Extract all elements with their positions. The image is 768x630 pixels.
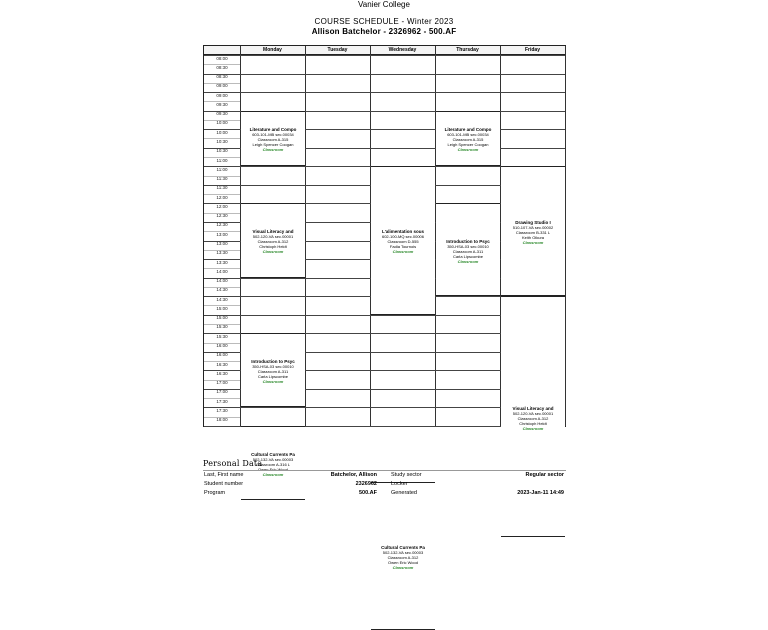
program-label: Program: [204, 490, 226, 496]
time-label: 15:30: [216, 324, 228, 330]
course-code: 510-107-VA sec.00002: [512, 225, 554, 231]
course-code: 502-132-VA sec.00003: [252, 457, 294, 463]
course-code: 350-HSA-03 sec.00010: [447, 243, 489, 249]
column-divider: [565, 46, 566, 426]
time-label: 10:00: [216, 120, 228, 126]
study-sector-value: Regular sector: [525, 472, 564, 478]
time-label: 13:00: [216, 231, 228, 237]
course-type: Classroom: [262, 379, 284, 385]
day-header: Friday: [500, 46, 565, 55]
locker-label: Locker: [391, 481, 408, 487]
time-label: 15:30: [216, 333, 228, 339]
course-title: Introduction to Psyc: [251, 359, 295, 365]
time-label: 14:00: [216, 278, 228, 284]
time-label: 13:30: [216, 259, 228, 265]
course-teacher: Owen Eric Wood: [388, 559, 418, 565]
course-teacher: Fadia Tournois: [389, 244, 417, 250]
course-title: Introduction to Psyc: [446, 238, 490, 244]
day-header: Tuesday: [305, 46, 370, 55]
time-label: 17:30: [216, 407, 228, 413]
time-label: 16:30: [216, 370, 228, 376]
course-block[interactable]: [501, 166, 565, 296]
course-block[interactable]: [241, 111, 305, 167]
course-code: 502-132-VA sec.00003: [382, 549, 424, 555]
course-title: Literature and Compo: [249, 127, 297, 133]
time-label: 08:30: [216, 74, 228, 80]
time-label: 16:30: [216, 361, 228, 367]
course-block[interactable]: [436, 203, 500, 296]
schedule-title: COURSE SCHEDULE - Winter 2023: [314, 17, 454, 26]
course-block[interactable]: [436, 111, 500, 167]
course-teacher: Leigh Spencer Coogan: [252, 142, 294, 148]
time-label: 09:00: [216, 83, 228, 89]
course-room: Classroom A-315: [452, 137, 484, 143]
course-type: Classroom: [457, 147, 479, 153]
personal-data-divider: [203, 470, 566, 471]
row-divider: [204, 74, 565, 75]
time-label: 10:30: [216, 138, 228, 144]
course-teacher: Christoph Heldt: [259, 244, 287, 250]
time-label: 18:00: [216, 417, 228, 423]
student-number-value: 2326962: [355, 481, 377, 487]
course-code: 602-100-MQ sec.00006: [381, 234, 425, 240]
row-divider: [204, 92, 565, 93]
time-label: 08:30: [216, 64, 228, 70]
time-label: 10:00: [216, 129, 228, 135]
course-room: Classroom A-312: [517, 415, 549, 421]
time-label: 11:30: [216, 185, 228, 191]
column-divider: [305, 46, 306, 426]
course-title: Visual Literacy and: [512, 405, 554, 411]
course-room: Classroom A-312: [387, 554, 419, 560]
course-type: Classroom: [392, 564, 414, 570]
course-code: 350-HSA-03 sec.00010: [252, 364, 294, 370]
time-label: 11:30: [216, 176, 228, 182]
course-room: Classroom B-331 L: [515, 230, 551, 236]
course-type: Classroom: [262, 249, 284, 255]
time-label: 12:30: [216, 213, 228, 219]
course-room: Classroom A-316 L: [255, 462, 290, 468]
course-title: L'alimentation sous: [381, 229, 425, 235]
time-label: 14:00: [216, 268, 228, 274]
course-block[interactable]: [501, 296, 565, 537]
time-label: 13:30: [216, 250, 228, 256]
time-label: 16:00: [216, 352, 228, 358]
time-label: 09:00: [216, 92, 228, 98]
college-name: Vanier College: [358, 0, 410, 9]
time-label: 15:00: [216, 315, 228, 321]
course-block[interactable]: [371, 482, 435, 630]
course-code: 603-101-MB sec.00034: [447, 132, 489, 138]
time-label: 17:30: [216, 398, 228, 404]
course-room: Classroom D-555: [387, 239, 419, 245]
course-teacher: Christoph Heldt: [519, 420, 547, 426]
course-room: Classroom A-311: [257, 369, 289, 375]
time-label: 16:00: [216, 343, 228, 349]
course-code: 502-120-VA sec.00001: [512, 410, 554, 416]
time-label: 10:30: [216, 148, 228, 154]
time-label: 17:00: [216, 380, 228, 386]
time-label: 17:00: [216, 389, 228, 395]
time-label: 12:00: [216, 203, 228, 209]
student-line: Allison Batchelor - 2326962 - 500.AF: [311, 27, 457, 36]
course-type: Classroom: [262, 147, 284, 153]
day-header: Wednesday: [370, 46, 435, 55]
course-type: Classroom: [522, 240, 544, 246]
time-label: 12:30: [216, 222, 228, 228]
generated-label: Generated: [391, 490, 417, 496]
time-label: 11:00: [216, 166, 228, 172]
course-teacher: Owen Eric Wood: [258, 467, 288, 473]
course-title: Cultural Currents Pa: [251, 452, 295, 458]
course-title: Cultural Currents Pa: [381, 544, 425, 550]
course-block[interactable]: [241, 333, 305, 407]
course-teacher: Keith Oikura: [521, 235, 544, 241]
course-block[interactable]: [241, 203, 305, 277]
time-header: [204, 46, 240, 55]
course-type: Classroom: [262, 472, 284, 478]
course-teacher: Leigh Spencer Coogan: [447, 142, 489, 148]
time-label: 14:30: [216, 287, 228, 293]
time-label: 09:30: [216, 101, 228, 107]
course-block[interactable]: [371, 166, 435, 314]
course-type: Classroom: [457, 258, 479, 264]
course-teacher: Carla Lipscombe: [452, 253, 483, 259]
time-label: 08:00: [216, 55, 228, 61]
program-value: 500.AF: [358, 490, 377, 496]
time-label: 13:00: [216, 241, 228, 246]
time-label: 11:00: [216, 157, 228, 163]
study-sector-label: Study sector: [391, 472, 422, 478]
row-divider: [204, 55, 565, 56]
course-code: 502-120-VA sec.00001: [252, 234, 294, 240]
time-label: 12:00: [216, 194, 228, 200]
day-header: Monday: [240, 46, 305, 55]
personal-data-title: Personal Data: [203, 459, 263, 468]
name-label: Last, First name: [204, 472, 244, 478]
course-teacher: Carla Lipscombe: [257, 374, 288, 380]
course-room: Classroom A-311: [452, 248, 484, 254]
time-label: 15:00: [216, 305, 228, 311]
course-title: Drawing Studio I: [515, 220, 551, 226]
course-room: Classroom A-312: [257, 239, 289, 245]
generated-value: 2023-Jan-11 14:49: [517, 490, 564, 496]
course-room: Classroom A-315: [257, 137, 289, 143]
day-header: Thursday: [435, 46, 500, 55]
course-type: Classroom: [392, 249, 414, 255]
course-title: Literature and Compo: [444, 127, 492, 133]
time-label: 09:30: [216, 111, 228, 117]
course-type: Classroom: [522, 425, 544, 431]
time-label: 14:30: [216, 296, 228, 302]
course-code: 603-101-MB sec.00034: [252, 132, 294, 138]
course-title: Visual Literacy and: [252, 229, 294, 235]
student-number-label: Student number: [204, 481, 244, 487]
name-value: Batchelor, Allison: [330, 472, 377, 478]
